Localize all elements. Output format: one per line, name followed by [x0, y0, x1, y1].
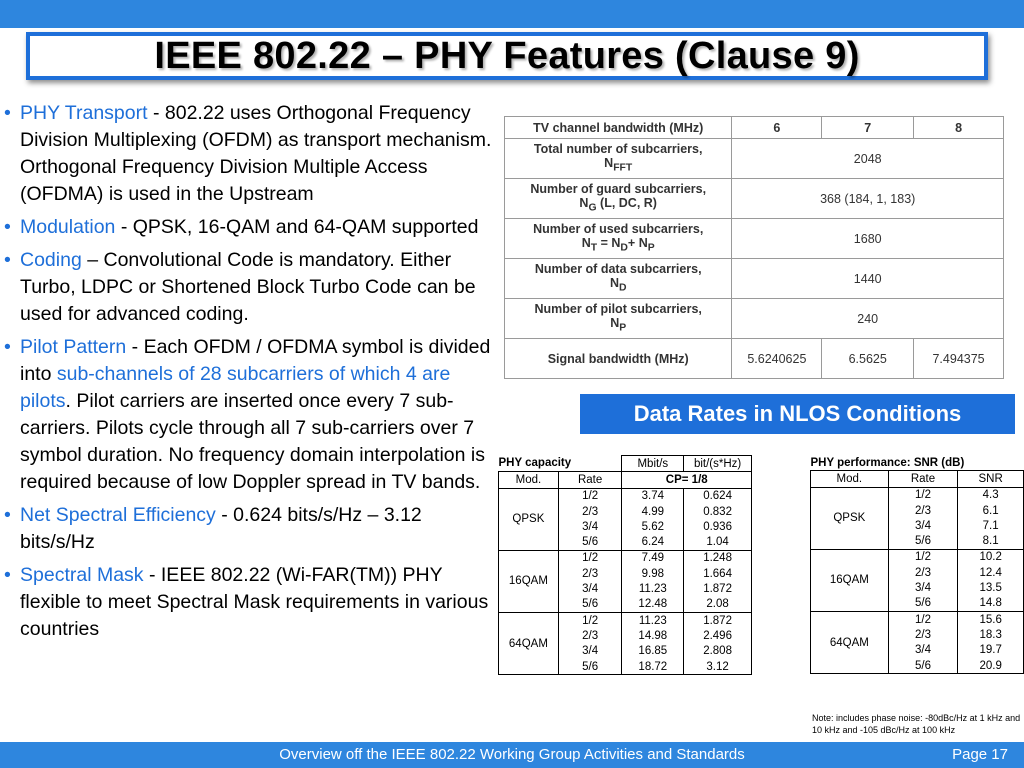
bullet-term: PHY Transport	[20, 102, 148, 124]
title-box	[26, 32, 988, 80]
rate-cell: 3/4	[888, 518, 958, 533]
bullet-modulation	[4, 214, 496, 241]
table-row	[505, 139, 1004, 179]
header-label: TV channel bandwidth (MHz)	[505, 117, 732, 139]
snr-cell: 19.7	[958, 643, 1024, 658]
mod-cell: QPSK	[499, 488, 559, 550]
mbit-cell: 12.48	[622, 597, 684, 613]
row-label: Total number of subcarriers, $N_{FFT}$	[505, 139, 732, 179]
header-bw-7: 7	[822, 117, 914, 139]
bullet-highlight: sub-channels of 28 subcarriers of which 4 are pilots	[20, 363, 451, 412]
rate-cell: 1/2	[888, 487, 958, 503]
row-value: 240	[732, 299, 1004, 339]
bullet-sep: –	[81, 249, 104, 271]
cp-label: CP= 1/8	[622, 472, 752, 488]
table-row	[499, 550, 752, 566]
top-bar	[0, 0, 1024, 28]
nlos-banner: Data Rates in NLOS Conditions	[580, 394, 1015, 434]
bullet-dot-icon: •	[4, 249, 11, 271]
rate-cell: 5/6	[558, 659, 622, 675]
rate-cell: 3/4	[558, 581, 622, 596]
page-number: Page 17	[952, 746, 1008, 763]
snr-cell: 4.3	[958, 487, 1024, 503]
bullet-dot-icon: •	[4, 504, 11, 526]
bits-cell: 0.624	[684, 488, 752, 504]
mbit-cell: 9.98	[622, 566, 684, 581]
table-row	[505, 219, 1004, 259]
mbit-cell: 5.62	[622, 519, 684, 534]
row-label: Number of pilot subcarriers, $N_P$	[505, 299, 732, 339]
mbit-cell: 6.24	[622, 534, 684, 550]
mbit-cell: 4.99	[622, 504, 684, 519]
phy-capacity-table	[498, 455, 752, 675]
bullet-text: Convolutional Code is mandatory. Either Turbo, LDPC or Shortened Block Turbo Code can be used for advanced coding.	[20, 249, 476, 325]
bullet-sep: -	[126, 336, 144, 358]
bits-cell: 1.872	[684, 581, 752, 596]
bits-cell: 1.664	[684, 566, 752, 581]
rate-cell: 2/3	[558, 566, 622, 581]
snr-cell: 18.3	[958, 627, 1024, 642]
mod-cell: QPSK	[811, 487, 889, 549]
mod-cell: 16QAM	[811, 549, 889, 611]
mbit-cell: 18.72	[622, 659, 684, 675]
bullet-text: 0.624 bits/s/Hz – 3.12 bits/s/Hz	[20, 504, 422, 553]
table-row	[811, 549, 1024, 565]
rate-cell: 2/3	[888, 503, 958, 518]
bullet-text: 802.22 uses Orthogonal Frequency Division Multiplexing (OFDM) as transport mechanism. Orthogonal Frequency Division Multiple Access (OFDMA) is used in the Upstream	[20, 102, 492, 205]
capacity-unit-bits: bit/(s*Hz)	[684, 456, 752, 472]
bullet-spectral-mask	[4, 562, 496, 643]
rate-cell: 1/2	[558, 488, 622, 504]
table-row	[505, 299, 1004, 339]
row-label: Number of data subcarriers, $N_D$	[505, 259, 732, 299]
rate-cell: 3/4	[888, 580, 958, 595]
row-value: 368 (184, 1, 183)	[732, 179, 1004, 219]
rate-cell: 5/6	[558, 597, 622, 613]
bullet-term: Coding	[20, 249, 82, 271]
phy-snr-table	[810, 455, 1024, 674]
signal-bw-6: 5.6240625	[732, 339, 822, 379]
mod-cell: 16QAM	[499, 550, 559, 612]
bullet-phy-transport	[4, 100, 496, 208]
capacity-title-row	[499, 456, 752, 472]
row-value: 1680	[732, 219, 1004, 259]
mbit-cell: 14.98	[622, 628, 684, 643]
table-row	[505, 179, 1004, 219]
rate-cell: 5/6	[888, 658, 958, 674]
bits-cell: 1.248	[684, 550, 752, 566]
table-row	[811, 487, 1024, 503]
bits-cell: 2.496	[684, 628, 752, 643]
snr-cell: 8.1	[958, 533, 1024, 549]
ofdm-parameters-table	[504, 116, 1004, 379]
rate-cell: 1/2	[888, 611, 958, 627]
rate-cell: 5/6	[558, 534, 622, 550]
rate-cell: 3/4	[558, 519, 622, 534]
snr-title: PHY performance: SNR (dB)	[810, 456, 965, 469]
rate-cell: 1/2	[558, 612, 622, 628]
mbit-cell: 11.23	[622, 581, 684, 596]
snr-cell: 20.9	[958, 658, 1024, 674]
bullet-sep: -	[215, 504, 234, 526]
capacity-header-row	[499, 472, 752, 488]
rate-cell: 2/3	[558, 628, 622, 643]
row-label: Number of guard subcarriers, $N_G$ (L, DC, R)	[505, 179, 732, 219]
bullet-pilot-pattern	[4, 334, 496, 496]
row-label: Signal bandwidth (MHz)	[505, 339, 732, 379]
bullet-sep: -	[147, 102, 165, 124]
bullet-text: Each OFDM / OFDMA symbol is divided into	[20, 336, 491, 385]
col-rate: Rate	[888, 471, 958, 487]
col-rate: Rate	[558, 472, 622, 488]
bits-cell: 1.04	[684, 534, 752, 550]
bullet-text: QPSK, 16-QAM and 64-QAM supported	[132, 216, 479, 238]
bits-cell: 2.08	[684, 597, 752, 613]
signal-bw-7: 6.5625	[822, 339, 914, 379]
signal-bw-8: 7.494375	[914, 339, 1004, 379]
mbit-cell: 7.49	[622, 550, 684, 566]
row-value: 2048	[732, 139, 1004, 179]
header-bw-6: 6	[732, 117, 822, 139]
snr-cell: 6.1	[958, 503, 1024, 518]
rate-cell: 3/4	[558, 644, 622, 659]
bits-cell: 2.808	[684, 644, 752, 659]
table-row	[499, 488, 752, 504]
bullet-text-cont: . Pilot carriers are inserted once every 7 sub-carriers. Pilots cycle through all 7 sub-carriers over 7 symbol duration. No frequency domain interpolation is required because of low Doppler spread in TV bands.	[20, 390, 486, 493]
rate-cell: 3/4	[888, 643, 958, 658]
bullet-term: Pilot Pattern	[20, 336, 127, 358]
bullet-sep: -	[115, 216, 133, 238]
rate-cell: 1/2	[558, 550, 622, 566]
mbit-cell: 16.85	[622, 644, 684, 659]
bullet-net-spectral-efficiency	[4, 502, 496, 556]
mod-cell: 64QAM	[811, 611, 889, 673]
bullet-term: Modulation	[20, 216, 116, 238]
rate-cell: 5/6	[888, 596, 958, 612]
bullet-dot-icon: •	[4, 564, 11, 586]
rate-cell: 1/2	[888, 549, 958, 565]
rate-cell: 2/3	[888, 565, 958, 580]
rate-cell: 5/6	[888, 533, 958, 549]
snr-cell: 13.5	[958, 580, 1024, 595]
bullet-sep: -	[143, 564, 161, 586]
footer-text: Overview off the IEEE 802.22 Working Group Activities and Standards	[279, 746, 745, 763]
table-header-row	[505, 117, 1004, 139]
slide-title: IEEE 802.22 – PHY Features (Clause 9)	[154, 34, 860, 77]
snr-title-row	[811, 455, 1024, 471]
bits-cell: 0.936	[684, 519, 752, 534]
mbit-cell: 3.74	[622, 488, 684, 504]
bits-cell: 1.872	[684, 612, 752, 628]
header-bw-8: 8	[914, 117, 1004, 139]
bits-cell: 0.832	[684, 504, 752, 519]
rate-cell: 2/3	[558, 504, 622, 519]
snr-cell: 10.2	[958, 549, 1024, 565]
bullet-dot-icon: •	[4, 336, 11, 358]
bullet-text: IEEE 802.22 (Wi-FAR(TM)) PHY flexible to meet Spectral Mask requirements in various countries	[20, 564, 489, 640]
mod-cell: 64QAM	[499, 612, 559, 674]
bullet-list	[4, 100, 496, 649]
bullet-term: Net Spectral Efficiency	[20, 504, 216, 526]
capacity-unit-mbit: Mbit/s	[622, 456, 684, 472]
bits-cell: 3.12	[684, 659, 752, 675]
phase-noise-note: Note: includes phase noise: -80dBc/Hz at 1 kHz and 10 kHz and -105 dBc/Hz at 100 kHz	[812, 713, 1021, 735]
table-row	[499, 612, 752, 628]
table-row	[505, 339, 1004, 379]
snr-cell: 14.8	[958, 596, 1024, 612]
snr-cell: 12.4	[958, 565, 1024, 580]
snr-header-row	[811, 471, 1024, 487]
rate-cell: 2/3	[888, 627, 958, 642]
capacity-title: PHY capacity	[498, 457, 572, 470]
col-mod: Mod.	[499, 472, 559, 488]
snr-cell: 7.1	[958, 518, 1024, 533]
mbit-cell: 11.23	[622, 612, 684, 628]
footer-bar	[0, 742, 1024, 768]
bullet-coding	[4, 247, 496, 328]
bullet-dot-icon: •	[4, 216, 11, 238]
table-row	[505, 259, 1004, 299]
row-label: Number of used subcarriers, $N_T = N_D+ N_P$	[505, 219, 732, 259]
col-snr: SNR	[958, 471, 1024, 487]
col-mod: Mod.	[811, 471, 889, 487]
bullet-dot-icon: •	[4, 102, 11, 124]
bullet-term: Spectral Mask	[20, 564, 144, 586]
table-row	[811, 611, 1024, 627]
row-value: 1440	[732, 259, 1004, 299]
snr-cell: 15.6	[958, 611, 1024, 627]
